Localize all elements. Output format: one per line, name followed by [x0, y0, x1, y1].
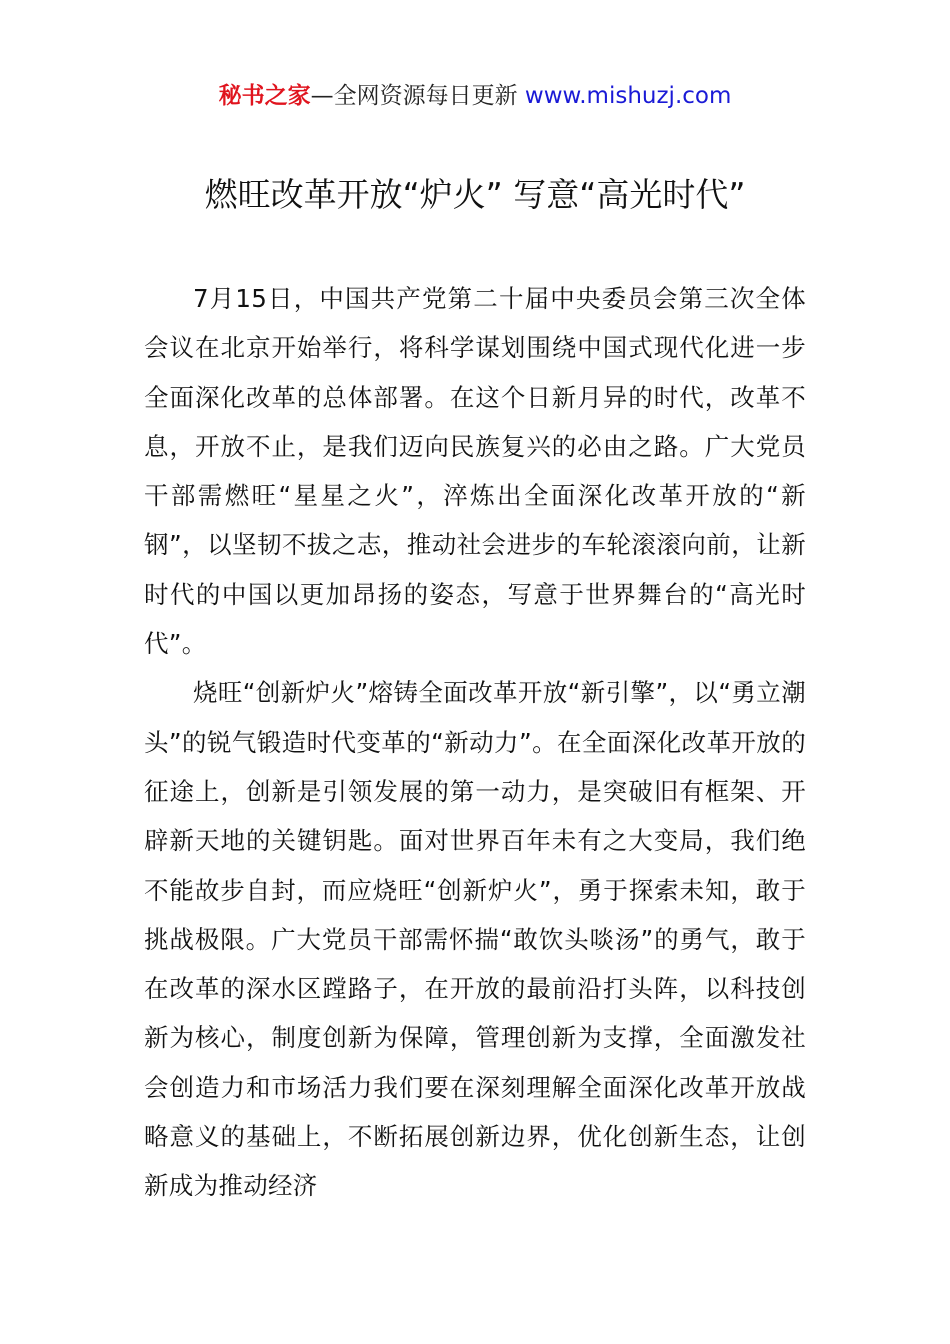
site-url-link[interactable]: www.mishuzj.com [524, 83, 732, 109]
paragraph-1: 7月15日，中国共产党第二十届中央委员会第三次全体会议在北京开始举行，将科学谋划围绕中国式现代化进一步全面深化改革的总体部署。在这个日新月异的时代，改革不息，开放不止，是我们迈向民族复兴的必由之路。广大党员干部需燃旺“星星之火”，淬炼出全面深化改革开放的“新钢”，以坚韧不拔之志，推动社会进步的车轮滚滚向前，让新时代的中国以更加昂扬的姿态，写意于世界舞台的“高光时代”。 [144, 284, 806, 659]
site-tagline: —全网资源每日更新 [310, 83, 525, 109]
paragraph-2: 烧旺“创新炉火”熔铸全面改革开放“新引擎”，以“勇立潮头”的锐气锻造时代变革的“新动力”。在全面深化改革开放的征途上，创新是引领发展的第一动力，是突破旧有框架、开辟新天地的关键钥匙。面对世界百年未有之大变局，我们绝不能故步自封，而应烧旺“创新炉火”，勇于探索未知，敢于挑战极限。广大党员干部需怀揣“敢饮头啖汤”的勇气，敢于在改革的深水区蹚路子，在开放的最前沿打头阵，以科技创新为核心，制度创新为保障，管理创新为支撑，全面激发社会创造力和市场活力我们要在深刻理解全面深化改革开放战略意义的基础上，不断拓展创新边界，优化创新生态，让创新成为推动经济 [144, 678, 806, 1201]
site-header [0, 80, 950, 112]
site-brand: 秘书之家 [218, 83, 311, 109]
document-body [144, 274, 806, 1211]
document-title: 燃旺改革开放“炉火” 写意“高光时代” [204, 175, 746, 214]
